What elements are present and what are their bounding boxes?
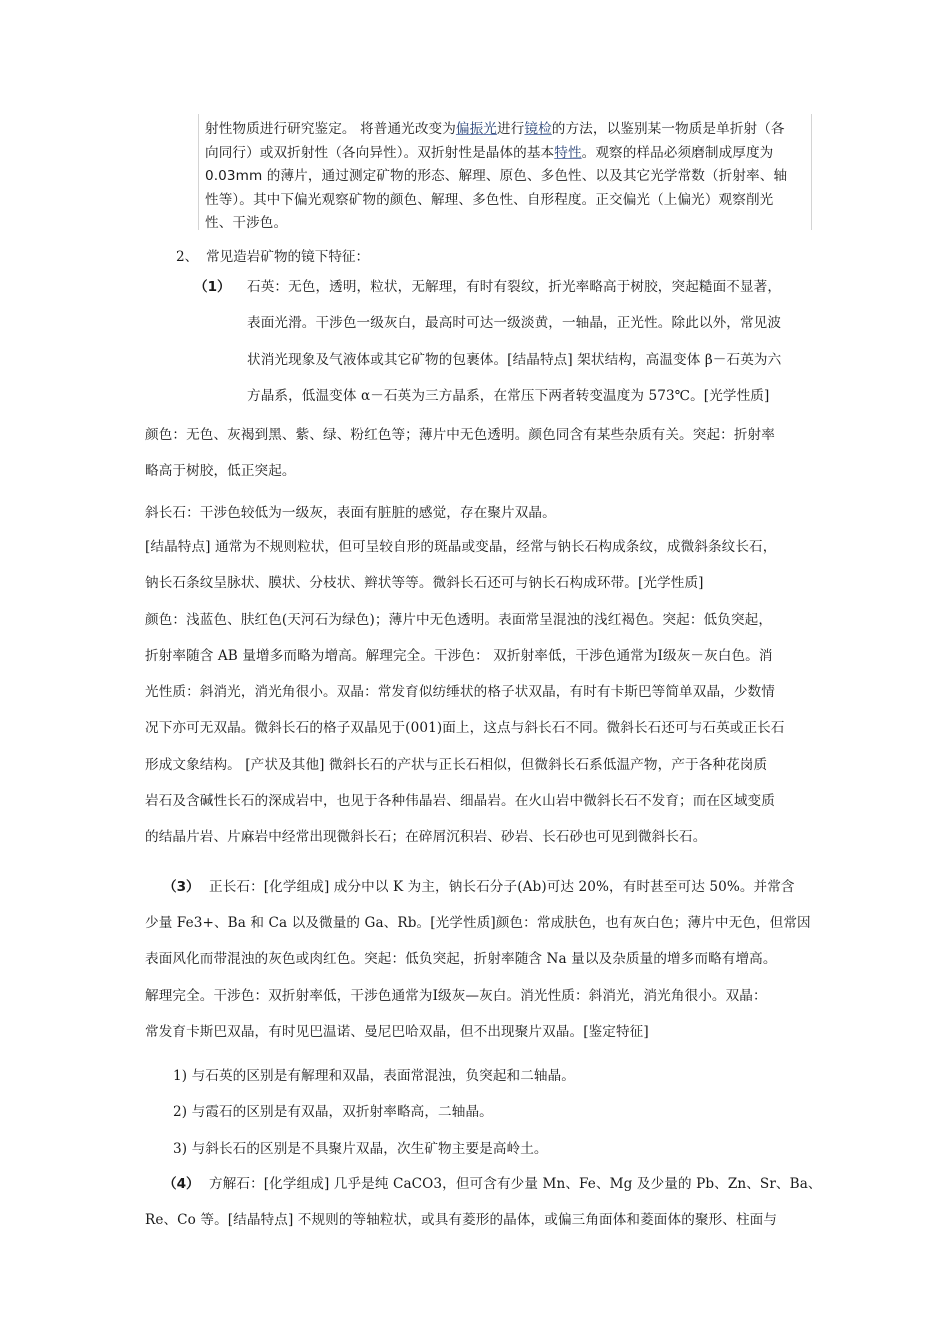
distinction-point: 1) 与石英的区别是有解理和双晶，表面常混浊，负突起和二轴晶。 xyxy=(173,1068,575,1084)
calcite-second-line: Re、Co 等。[结晶特点] 不规则的等轴粒状，或具有菱形的晶体，或偏三角面体和菱面体的聚形、柱面与 xyxy=(145,1212,778,1228)
microcline-line: 况下亦可无双晶。微斜长石的格子双晶见于(001)面上，这点与斜长石不同。微斜长石还可与石英或正长石 xyxy=(145,720,785,737)
quartz-cont-line: 略高于树胶，低正突起。 xyxy=(145,463,296,480)
link-property[interactable]: 特性 xyxy=(554,144,582,161)
intro-text: 。观察的样品必须磨制成厚度为 xyxy=(581,144,774,161)
intro-line-3 xyxy=(205,165,787,189)
microcline-line: 光性质：斜消光，消光角很小。双晶：常发育似纺缍状的格子状双晶，有时有卡斯巴等简单双晶，少数情 xyxy=(145,684,775,701)
plagioclase-line: 斜长石：干涉色较低为一级灰，表面有脏脏的感觉，存在聚片双晶。 xyxy=(145,505,556,521)
orthoclase-paragraph xyxy=(145,905,811,1050)
intro-line-5: 性、干涉色。 xyxy=(205,215,288,231)
orthoclase-first-line: 正长石：[化学组成] 成分中以 K 为主，钠长石分子(Ab)可达 20%，有时甚至可达 50%。并常含 xyxy=(209,879,795,895)
section-2-number: 2、 xyxy=(176,249,199,265)
quartz-continuation xyxy=(145,417,775,490)
quartz-label: （1） xyxy=(194,279,231,295)
quartz-line: 表面光滑。干涉色一级灰白，最高时可达一级淡黄，一轴晶，正光性。除此以外，常见波 xyxy=(247,315,782,332)
quartz-paragraph xyxy=(247,269,781,414)
quartz-cont-line: 颜色：无色、灰褐到黑、紫、绿、粉红色等；薄片中无色透明。颜色同含有某些杂质有关。突起：折射率 xyxy=(145,427,775,443)
orthoclase-line: 常发育卡斯巴双晶，有时见巴温诺、曼尼巴哈双晶，但不出现聚片双晶。[鉴定特征] xyxy=(145,1023,649,1040)
link-polarized-light[interactable]: 偏振光 xyxy=(455,121,498,137)
microcline-line: 钠长石条纹呈脉状、膜状、分枝状、辫状等等。微斜长石还可与钠长石构成环带。[光学性质] xyxy=(145,575,704,592)
orthoclase-line: 表面风化而带混浊的灰色或肉红色。突起：低负突起，折射率随含 Na 量以及杂质量的增多而略有增高。 xyxy=(145,951,777,968)
intro-text: 的方法，以鉴别某一物质是单折射（各 xyxy=(551,121,785,137)
orthoclase-label: （3） xyxy=(163,879,200,895)
microcline-line: 颜色：浅蓝色、肤红色(天河石为绿色)；薄片中无色透明。表面常呈混浊的浅红褐色。突起：低负突起， xyxy=(145,611,773,628)
intro-text: 射性物质进行研究鉴定。 将普通光改变为 xyxy=(205,121,456,137)
quartz-line: 状消光现象及气液体或其它矿物的包裹体。[结晶特点] 架状结构，高温变体 β－石英为六 xyxy=(247,351,782,368)
microcline-paragraph xyxy=(145,529,785,856)
link-microscopy[interactable]: 镜检 xyxy=(524,121,552,137)
intro-line-4: 性等）。其中下偏光观察矿物的颜色、解理、多色性、自形程度。正交偏光（上偏光）观察削光 xyxy=(205,191,774,208)
intro-text: 的薄片，通过测定矿物的形态、解理、原色、多色性、以及其它光学常数（折射率、轴 xyxy=(262,168,788,184)
intro-text: 进行 xyxy=(497,121,525,137)
orthoclase-line: 解理完全。干涉色：双折射率低，干涉色通常为Ⅰ级灰—灰白。消光性质：斜消光，消光角很小。双晶： xyxy=(145,987,767,1004)
distinction-point: 3) 与斜长石的区别是不具聚片双晶，次生矿物主要是高岭土。 xyxy=(173,1140,548,1157)
calcite-first-line: 方解石：[化学组成] 几乎是纯 CaCO3，但可含有少量 Mn、Fe、Mg 及少量的 Pb、Zn、Sr、Ba、 xyxy=(209,1176,822,1192)
quartz-line: 方晶系，低温变体 α－石英为三方晶系，在常压下两者转变温度为 573℃。[光学性质] xyxy=(247,387,770,404)
distinction-point: 2) 与霞石的区别是有双晶，双折射率略高，二轴晶。 xyxy=(173,1104,493,1121)
microcline-line: 形成文象结构。 [产状及其他] 微斜长石的产状与正长石相似，但微斜长石系低温产物，产于各种花岗质 xyxy=(145,756,768,773)
intro-line-1 xyxy=(205,118,787,142)
orthoclase-points xyxy=(173,1058,575,1167)
microcline-line: 的结晶片岩、片麻岩中经常出现微斜长石；在碎屑沉积岩、砂岩、长石砂也可见到微斜长石。 xyxy=(145,829,707,846)
orthoclase-line: 少量 Fe3+、Ba 和 Ca 以及微量的 Ga、Rb。[光学性质]颜色：常成肤色，也有灰白色；薄片中无色，但常因 xyxy=(145,915,811,931)
microcline-line: 岩石及含碱性长石的深成岩中，也见于各种伟晶岩、细晶岩。在火山岩中微斜长石不发育；而在区域变质 xyxy=(145,793,775,810)
intro-paragraph xyxy=(205,118,787,236)
intro-text: 向同行）或双折射性（各向异性）。双折射性是晶体的基本 xyxy=(205,144,555,161)
microcline-line: 折射率随含 AB 量增多而略为增高。解理完全。干涉色： 双折射率低，干涉色通常为Ⅰ级灰－灰白色。消 xyxy=(145,647,773,664)
section-2-title: 常见造岩矿物的镜下特征： xyxy=(206,249,370,265)
thickness-value: 0.03mm xyxy=(205,168,263,184)
intro-line-2 xyxy=(205,142,787,166)
microcline-line: [结晶特点] 通常为不规则粒状，但可呈较自形的斑晶或变晶，经常与钠长石构成条纹，成微斜条纹长石， xyxy=(145,539,777,555)
calcite-label: （4） xyxy=(163,1176,200,1192)
quartz-line: 石英：无色，透明，粒状，无解理，有时有裂纹，折光率略高于树胶，突起糙面不显著， xyxy=(247,279,782,295)
